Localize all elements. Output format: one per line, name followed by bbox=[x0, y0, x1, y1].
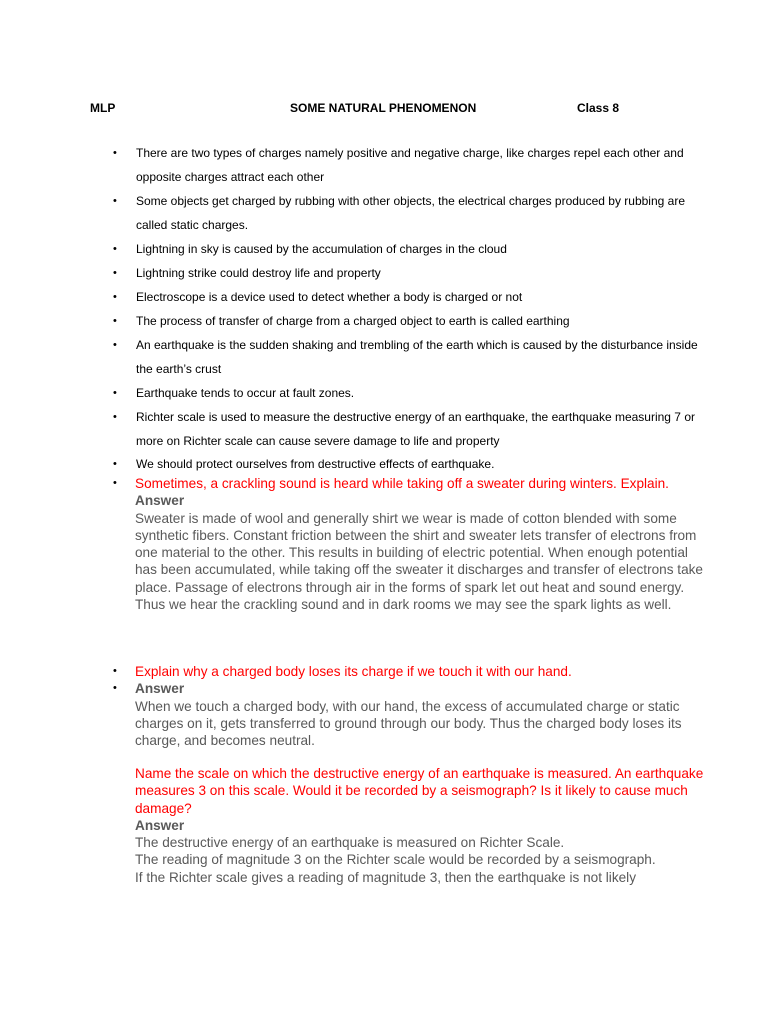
list-item: • Some objects get charged by rubbing with other objects, the electrical charges produced by rubbing are called static charges. bbox=[113, 189, 713, 237]
bullet-icon: • bbox=[113, 682, 117, 695]
page-title: SOME NATURAL PHENOMENON bbox=[290, 101, 477, 115]
list-item: • There are two types of charges namely positive and negative charge, like charges repel each other and opposite charges attract each other bbox=[113, 141, 713, 189]
question-text: Sometimes, a crackling sound is heard while taking off a sweater during winters. Explain. bbox=[135, 476, 669, 491]
bottom-fade bbox=[0, 894, 768, 1024]
list-item: • Richter scale is used to measure the destructive energy of an earthquake, the earthquake measuring 7 or more on Richter scale can cause severe damage to life and property bbox=[113, 405, 713, 453]
header-left-label: MLP bbox=[90, 101, 116, 115]
answer-line: The destructive energy of an earthquake is measured on Richter Scale. bbox=[135, 835, 565, 851]
list-item: • The process of transfer of charge from a charged object to earth is called earthing bbox=[113, 309, 713, 333]
list-item: • Electroscope is a device used to detect whether a body is charged or not bbox=[113, 285, 713, 309]
list-item: • Earthquake tends to occur at fault zones. bbox=[113, 381, 713, 405]
answer-text: When we touch a charged body, with our hand, the excess of accumulated charge or static charges on it, gets transferred to ground through our body. Thus the charged body loses its charge, and becomes neutral. bbox=[135, 698, 682, 749]
qa-block-2 bbox=[113, 663, 713, 749]
class-label: Class 8 bbox=[577, 101, 620, 115]
bullet-icon: • bbox=[113, 477, 117, 489]
question-text: Name the scale on which the destructive energy of an earthquake is measured. An earthquake measures 3 on this scale. Would it be recorded by a seismograph? Is it likely to cause much damage? bbox=[135, 766, 704, 816]
answer-label: Answer bbox=[135, 681, 185, 697]
answer-line: If the Richter scale gives a reading of magnitude 3, then the earthquake is not likely bbox=[135, 869, 636, 885]
question-text: Explain why a charged body loses its charge if we touch it with our hand. bbox=[135, 664, 572, 679]
answer-text: Sweater is made of wool and generally shirt we wear is made of cotton blended with some synthetic fibers. Constant friction between the shirt and sweater lets transfer of electrons from one material to the other. This results in building of electric potential. When enough potential has been accumulated, while taking off the sweater it discharges and transfer of electrons take place. Passage of electrons through air in the forms of spark let out heat and sound energy. Thus we hear the crackling sound and in dark rooms we may see the spark lights as well. bbox=[135, 510, 703, 613]
key-points-list bbox=[113, 141, 713, 475]
answer-label: Answer bbox=[135, 493, 185, 509]
list-item: • An earthquake is the sudden shaking and trembling of the earth which is caused by the disturbance inside the earth’s crust bbox=[113, 333, 713, 381]
qa-block-3 bbox=[113, 765, 713, 886]
list-item: • Lightning in sky is caused by the accumulation of charges in the cloud bbox=[113, 237, 713, 261]
qa-block-1 bbox=[113, 475, 713, 613]
bullet-icon: • bbox=[113, 665, 117, 677]
list-item: • We should protect ourselves from destructive effects of earthquake. bbox=[113, 453, 713, 475]
answer-label: Answer bbox=[135, 817, 185, 833]
list-item: • Lightning strike could destroy life and property bbox=[113, 261, 713, 285]
answer-line: The reading of magnitude 3 on the Richter scale would be recorded by a seismograph. bbox=[135, 852, 656, 868]
